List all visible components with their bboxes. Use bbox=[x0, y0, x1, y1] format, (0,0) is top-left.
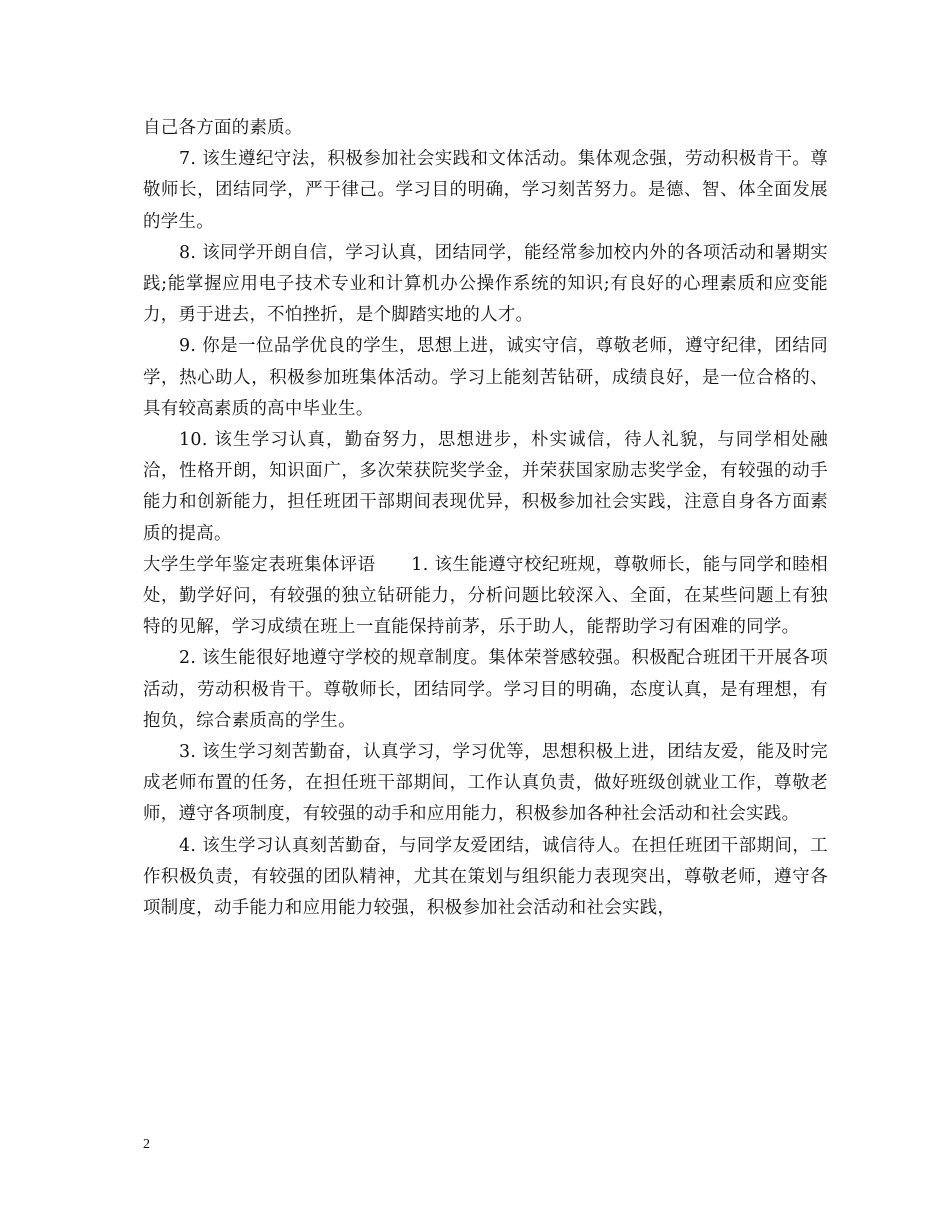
paragraph-item-7: 7. 该生遵纪守法，积极参加社会实践和文体活动。集体观念强，劳动积极肯干。尊敬师长，团结同学，严于律己。学习目的明确，学习刻苦努力。是德、智、体全面发展的学生。 bbox=[143, 149, 828, 232]
paragraph-item-2: 2. 该生能很好地遵守学校的规章制度。集体荣誉感较强。积极配合班团干开展各项活动，劳动积极肯干。尊敬师长，团结同学。学习目的明确，态度认真，是有理想，有抱负，综合素质高的学生。 bbox=[143, 648, 828, 731]
document-body bbox=[143, 113, 828, 924]
paragraph-item-10: 10. 该生学习认真，勤奋努力，思想进步，朴实诚信，待人礼貌，与同学相处融洽，性格开朗，知识面广，多次荣获院奖学金，并荣获国家励志奖学金，有较强的动手能力和创新能力，担任班团干部期间表现优异，积极参加社会实践，注意自身各方面素质的提高。 bbox=[143, 430, 828, 544]
paragraph-item-8: 8. 该同学开朗自信，学习认真，团结同学，能经常参加校内外的各项活动和暑期实践;能掌握应用电子技术专业和计算机办公操作系统的知识;有良好的心理素质和应变能力，勇于进去，不怕挫折，是个脚踏实地的人才。 bbox=[143, 242, 828, 326]
paragraph-item-9: 9. 你是一位品学优良的学生，思想上进，诚实守信，尊敬老师，遵守纪律，团结同学，热心助人，积极参加班集体活动。学习上能刻苦钻研，成绩良好，是一位合格的、具有较高素质的高中毕业生。 bbox=[143, 336, 828, 419]
paragraph-item-4: 4. 该生学习认真刻苦勤奋，与同学友爱团结，诚信待人。在担任班团干部期间，工作积极负责，有较强的团队精神，尤其在策划与组织能力表现突出，尊敬老师，遵守各项制度，动手能力和应用能力较强，积极参加社会活动和社会实践， bbox=[143, 835, 828, 919]
page-number: 2 bbox=[143, 1137, 150, 1152]
paragraph-continuation: 自己各方面的素质。 bbox=[143, 118, 303, 138]
paragraph-section-heading: 大学生学年鉴定表班集体评语 1. 该生能遵守校纪班规，尊敬师长，能与同学和睦相处，勤学好问，有较强的独立钻研能力，分析问题比较深入、全面，在某些问题上有独特的见解，学习成绩在班上一直能保持前茅，乐于助人，能帮助学习有困难的同学。 bbox=[143, 554, 828, 638]
paragraph-item-3: 3. 该生学习刻苦勤奋，认真学习，学习优等，思想积极上进，团结友爱，能及时完成老师布置的任务，在担任班干部期间，工作认真负责，做好班级创就业工作，尊敬老师，遵守各项制度，有较强的动手和应用能力，积极参加各种社会活动和社会实践。 bbox=[143, 742, 828, 825]
